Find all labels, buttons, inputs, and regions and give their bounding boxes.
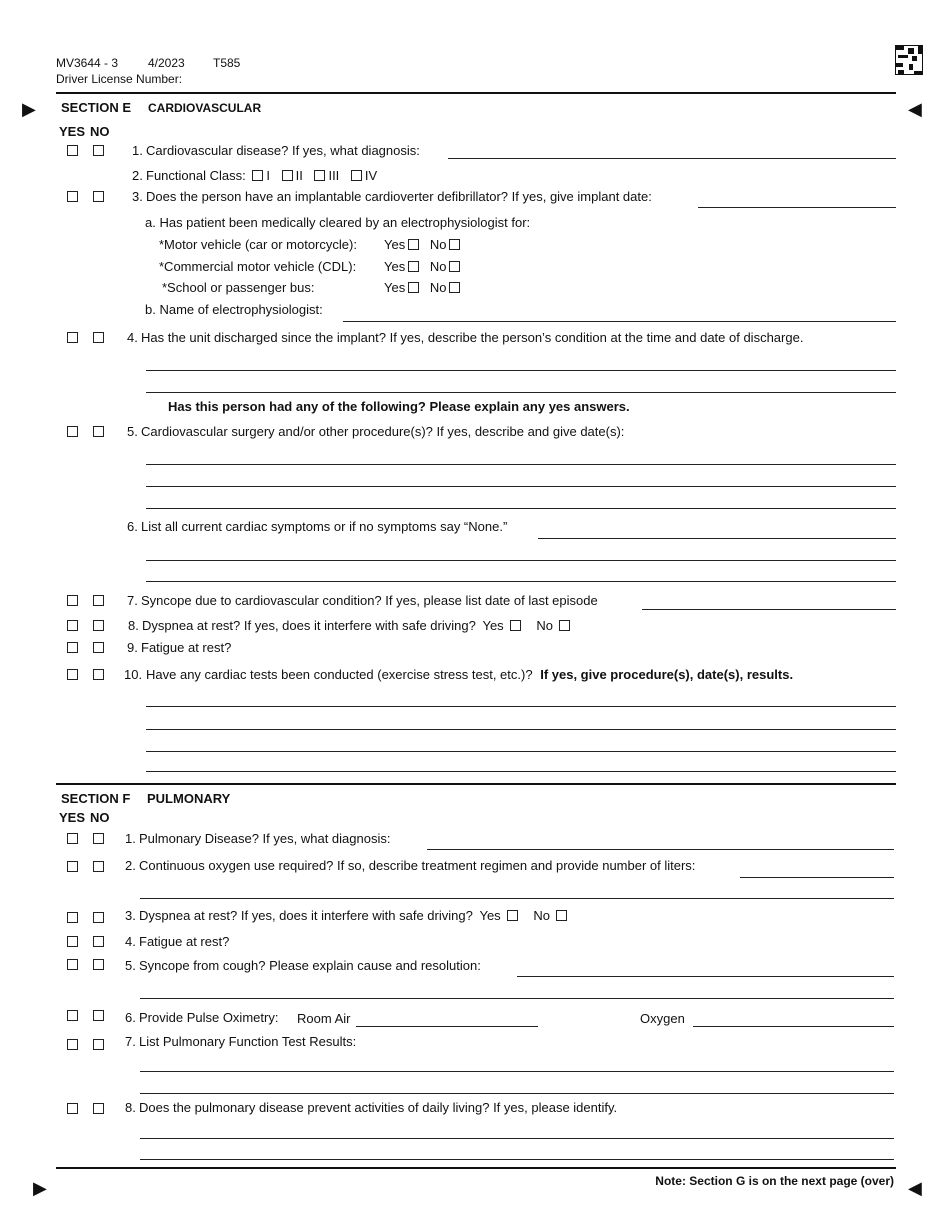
e-q3a-text: a. Has patient been medically cleared by an electrophysiologist for:: [145, 215, 531, 230]
f-q7-yes-checkbox[interactable]: [67, 1039, 78, 1050]
class-ii-checkbox[interactable]: [282, 170, 293, 181]
motor-vehicle-no-checkbox[interactable]: [449, 239, 460, 250]
electrophysiologist-name-line[interactable]: [343, 321, 896, 322]
motor-vehicle-yes-checkbox[interactable]: [408, 239, 419, 250]
e-q4-text: Has the unit discharged since the implant? If yes, describe the person’s condition at the time and date of discharge.: [141, 330, 804, 345]
section-e-id: SECTION E: [61, 100, 132, 115]
class-iv-checkbox[interactable]: [351, 170, 362, 181]
f-q8-number: 8.: [125, 1100, 136, 1115]
e-q5-no-checkbox[interactable]: [93, 426, 104, 437]
f-q3-interfere-no-checkbox[interactable]: [556, 910, 567, 921]
yes-label: Yes: [479, 908, 501, 923]
e-q10-no-checkbox[interactable]: [93, 669, 104, 680]
yes-column-label: YES: [59, 810, 86, 825]
room-air-label: Room Air: [297, 1011, 351, 1026]
f-q5-number: 5.: [125, 958, 136, 973]
e-q8-yes-checkbox[interactable]: [67, 620, 78, 631]
f-q6-yes-checkbox[interactable]: [67, 1010, 78, 1021]
driver-license-label: Driver License Number:: [56, 72, 183, 86]
e-q9-yes-checkbox[interactable]: [67, 642, 78, 653]
form-code: T585: [213, 56, 241, 70]
e-q8-no-checkbox[interactable]: [93, 620, 104, 631]
e-q8-interfere-no-checkbox[interactable]: [559, 620, 570, 631]
footer-note: Note: Section G is on the next page (over): [655, 1174, 894, 1188]
e-q10-answer-line[interactable]: [146, 751, 896, 752]
e-q9-number: 9.: [127, 640, 138, 655]
section-f-id: SECTION F: [61, 791, 131, 806]
f-q4-no-checkbox[interactable]: [93, 936, 104, 947]
section-e-title: CARDIOVASCULAR: [148, 101, 262, 115]
clearance-cdl-label: *Commercial motor vehicle (CDL):: [159, 259, 357, 274]
functional-class-row: [146, 168, 377, 183]
e-q7-no-checkbox[interactable]: [93, 595, 104, 606]
f-q5-answer-line[interactable]: [140, 998, 894, 999]
e-q10-text: Have any cardiac tests been conducted (exercise stress test, etc.)?: [146, 667, 533, 682]
e-q3-no-checkbox[interactable]: [93, 191, 104, 202]
e-q4-answer-line[interactable]: [146, 392, 896, 393]
f-q7-text: List Pulmonary Function Test Results:: [139, 1034, 357, 1049]
f-q3-interfere-yes-checkbox[interactable]: [507, 910, 518, 921]
f-q5-text: Syncope from cough? Please explain cause and resolution:: [139, 958, 481, 973]
class-i-label: I: [266, 168, 270, 183]
e-q10-answer-line[interactable]: [146, 771, 896, 772]
e-q8-interfere-yes-checkbox[interactable]: [510, 620, 521, 631]
no-label: No: [533, 908, 550, 923]
e-q3-yes-checkbox[interactable]: [67, 191, 78, 202]
e-q4-number: 4.: [127, 330, 138, 345]
e-q3-number: 3.: [132, 189, 143, 204]
f-q7-number: 7.: [125, 1034, 136, 1049]
form-number: MV3644 - 3: [56, 56, 119, 70]
class-iii-label: III: [328, 168, 340, 183]
class-iv-label: IV: [364, 168, 378, 183]
left-arrow-icon: ◀: [908, 1178, 922, 1198]
e-q6-text: List all current cardiac symptoms or if no symptoms say “None.”: [141, 519, 508, 534]
f-q5-answer-line[interactable]: [517, 976, 894, 977]
right-arrow-icon: ▶: [22, 99, 36, 119]
e-q5-answer-line[interactable]: [146, 508, 896, 509]
e-q6-answer-line[interactable]: [146, 581, 896, 582]
class-iii-checkbox[interactable]: [314, 170, 325, 181]
form-date: 4/2023: [148, 56, 185, 70]
e-q5-number: 5.: [127, 424, 138, 439]
e-q10-answer-line[interactable]: [146, 706, 896, 707]
clearance-motor-vehicle-label: *Motor vehicle (car or motorcycle):: [159, 237, 357, 252]
e-q10-yes-checkbox[interactable]: [67, 669, 78, 680]
e-q2-text: Functional Class:: [146, 168, 246, 183]
e-q6-answer-line[interactable]: [146, 560, 896, 561]
f-q3-text: Dyspnea at rest? If yes, does it interfere with safe driving?: [139, 908, 473, 923]
class-ii-label: II: [295, 168, 303, 183]
e-q8-number: 8.: [128, 618, 139, 633]
f-q8-text: Does the pulmonary disease prevent activities of daily living? If yes, please identify.: [139, 1100, 618, 1115]
e-q1-yes-checkbox[interactable]: [67, 145, 78, 156]
e-q10-row: [146, 667, 793, 682]
f-q2-answer-line[interactable]: [140, 898, 894, 899]
f-q6-no-checkbox[interactable]: [93, 1010, 104, 1021]
f-q1-no-checkbox[interactable]: [93, 833, 104, 844]
e-q5-answer-line[interactable]: [146, 464, 896, 465]
yes-label: Yes: [384, 237, 406, 252]
f-q7-no-checkbox[interactable]: [93, 1039, 104, 1050]
e-q3b-text: b. Name of electrophysiologist:: [145, 302, 323, 317]
room-air-input-line[interactable]: [356, 1026, 538, 1027]
no-label: No: [536, 618, 553, 633]
f-q1-yes-checkbox[interactable]: [67, 833, 78, 844]
oxygen-label: Oxygen: [640, 1011, 685, 1026]
f-q3-number: 3.: [125, 908, 136, 923]
e-q1-answer-line[interactable]: [448, 158, 896, 159]
f-q1-number: 1.: [125, 831, 136, 846]
clearance-bus-options: [384, 280, 463, 295]
f-q1-answer-line[interactable]: [427, 849, 894, 850]
bus-no-checkbox[interactable]: [449, 282, 460, 293]
e-q4-answer-line[interactable]: [146, 370, 896, 371]
e-q1-no-checkbox[interactable]: [93, 145, 104, 156]
clearance-cdl-options: [384, 259, 463, 274]
f-q8-answer-line[interactable]: [140, 1138, 894, 1139]
f-q2-answer-line[interactable]: [740, 877, 894, 878]
yes-label: Yes: [384, 259, 406, 274]
clearance-bus-label: *School or passenger bus:: [162, 280, 315, 295]
yes-label: Yes: [482, 618, 504, 633]
e-q6-number: 6.: [127, 519, 138, 534]
section-divider: [56, 92, 896, 94]
implant-date-line[interactable]: [698, 207, 896, 208]
cdl-no-checkbox[interactable]: [449, 261, 460, 272]
e-q10-bold-text: If yes, give procedure(s), date(s), results.: [540, 667, 794, 682]
e-q8-text: Dyspnea at rest? If yes, does it interfere with safe driving?: [142, 618, 476, 633]
e-q8-row: [142, 618, 573, 633]
right-arrow-icon: ▶: [33, 1178, 47, 1198]
f-q8-answer-line[interactable]: [140, 1159, 894, 1160]
f-q2-number: 2.: [125, 858, 136, 873]
e-q7-yes-checkbox[interactable]: [67, 595, 78, 606]
yes-label: Yes: [384, 280, 406, 295]
e-q9-no-checkbox[interactable]: [93, 642, 104, 653]
no-column-label: NO: [90, 810, 110, 825]
f-q7-answer-line[interactable]: [140, 1093, 894, 1094]
e-q6-answer-line[interactable]: [538, 538, 896, 539]
page-bottom-divider: [56, 1167, 896, 1169]
f-q3-no-checkbox[interactable]: [93, 912, 104, 923]
f-q7-answer-line[interactable]: [140, 1071, 894, 1072]
e-q5-yes-checkbox[interactable]: [67, 426, 78, 437]
no-column-label: NO: [90, 124, 110, 139]
no-label: No: [429, 237, 447, 252]
e-q4-yes-checkbox[interactable]: [67, 332, 78, 343]
cdl-yes-checkbox[interactable]: [408, 261, 419, 272]
e-q10-answer-line[interactable]: [146, 729, 896, 730]
class-i-checkbox[interactable]: [252, 170, 263, 181]
left-arrow-icon: ◀: [908, 99, 922, 119]
f-q2-text: Continuous oxygen use required? If so, describe treatment regimen and provide number of liters:: [139, 858, 696, 873]
yes-column-label: YES: [59, 124, 86, 139]
f-q8-yes-checkbox[interactable]: [67, 1103, 78, 1114]
e-q10-number: 10.: [124, 667, 143, 682]
bus-yes-checkbox[interactable]: [408, 282, 419, 293]
no-label: No: [429, 280, 447, 295]
e-q7-answer-line[interactable]: [642, 609, 896, 610]
f-q2-no-checkbox[interactable]: [93, 861, 104, 872]
f-q2-yes-checkbox[interactable]: [67, 861, 78, 872]
e-q9-text: Fatigue at rest?: [141, 640, 232, 655]
e-q4-no-checkbox[interactable]: [93, 332, 104, 343]
oxygen-input-line[interactable]: [693, 1026, 894, 1027]
f-q5-yes-checkbox[interactable]: [67, 959, 78, 970]
e-q1-text: Cardiovascular disease? If yes, what diagnosis:: [146, 143, 420, 158]
f-q4-number: 4.: [125, 934, 136, 949]
e-q5-answer-line[interactable]: [146, 486, 896, 487]
f-q3-row: [139, 908, 570, 923]
e-q7-number: 7.: [127, 593, 138, 608]
f-q6-number: 6.: [125, 1010, 136, 1025]
e-q7-text: Syncope due to cardiovascular condition? If yes, please list date of last episode: [141, 593, 598, 608]
f-q4-yes-checkbox[interactable]: [67, 936, 78, 947]
f-q1-text: Pulmonary Disease? If yes, what diagnosis:: [139, 831, 391, 846]
f-q4-text: Fatigue at rest?: [139, 934, 230, 949]
f-q8-no-checkbox[interactable]: [93, 1103, 104, 1114]
e-q1-number: 1.: [132, 143, 143, 158]
f-q6-text: Provide Pulse Oximetry:: [139, 1010, 279, 1025]
f-q3-yes-checkbox[interactable]: [67, 912, 78, 923]
explain-instruction: Has this person had any of the following? Please explain any yes answers.: [168, 399, 630, 414]
f-q5-no-checkbox[interactable]: [93, 959, 104, 970]
e-q5-text: Cardiovascular surgery and/or other procedure(s)? If yes, describe and give date(s):: [141, 424, 625, 439]
section-divider: [56, 783, 896, 785]
e-q3-text: Does the person have an implantable cardioverter defibrillator? If yes, give implant date:: [146, 189, 652, 204]
section-f-title: PULMONARY: [147, 791, 231, 806]
2d-barcode-icon: [895, 45, 923, 75]
no-label: No: [429, 259, 447, 274]
e-q2-number: 2.: [132, 168, 143, 183]
clearance-motor-vehicle-options: [384, 237, 463, 252]
